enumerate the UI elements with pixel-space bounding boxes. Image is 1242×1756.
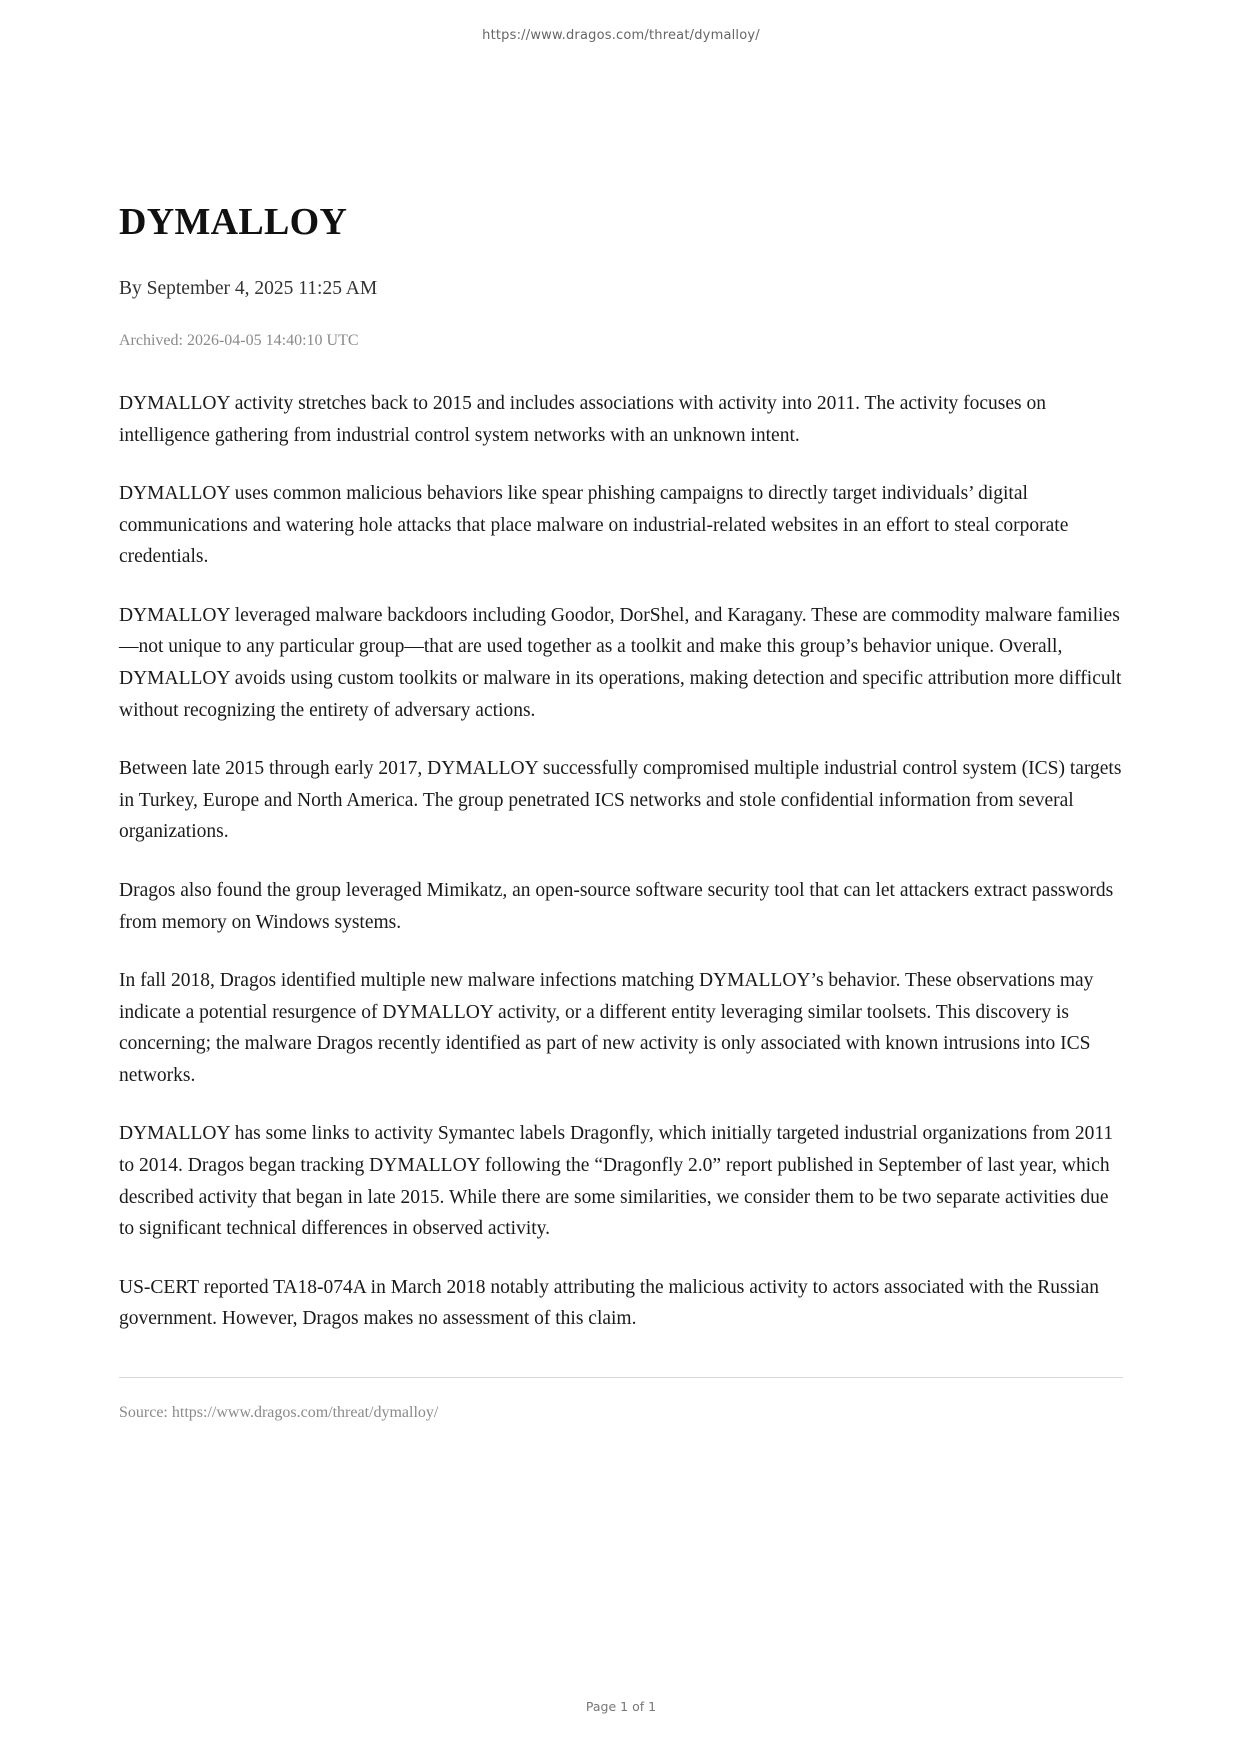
byline: By September 4, 2025 11:25 AM [119, 278, 378, 299]
document-content [119, 200, 1123, 1422]
page-number: Page 1 of 1 [585, 1699, 657, 1714]
body-paragraph: DYMALLOY uses common malicious behaviors like spear phishing campaigns to directly target individuals’ digital communications and watering hole attacks that place malware on industrial-related websites in an effort to steal corporate credentials. [119, 483, 1069, 568]
body-paragraph: DYMALLOY has some links to activity Symantec labels Dragonfly, which initially targeted industrial organizations from 2011 to 2014. Dragos began tracking DYMALLOY following the “Dragonfly 2.0” report published in September of last year, which described activity that began in late 2015. While there are some similarities, we consider them to be two separate activities due to significant technical differences in observed activity. [119, 1123, 1114, 1240]
body-paragraph: DYMALLOY activity stretches back to 2015 and includes associations with activity into 2011. The activity focuses on intelligence gathering from industrial control system networks with an unknown intent. [119, 393, 1046, 446]
body-paragraph: DYMALLOY leveraged malware backdoors including Goodor, DorShel, and Karagany. These are commodity malware families—not unique to any particular group—that are used together as a toolkit and make this group’s behavior unique. Overall, DYMALLOY avoids using custom toolkits or malware in its operations, making detection and specific attribution more difficult without recognizing the entirety of adversary actions. [119, 604, 1122, 721]
body-paragraph: Between late 2015 through early 2017, DYMALLOY successfully compromised multiple industrial control system (ICS) targets in Turkey, Europe and North America. The group penetrated ICS networks and stole confidential information from several organizations. [119, 758, 1122, 843]
body-paragraph: Dragos also found the group leveraged Mimikatz, an open-source software security tool that can let attackers extract passwords from memory on Windows systems. [119, 879, 1114, 933]
footer-divider [119, 1377, 1123, 1378]
body-paragraph: In fall 2018, Dragos identified multiple new malware infections matching DYMALLOY’s behavior. These observations may indicate a potential resurgence of DYMALLOY activity, or a different entity leveraging similar toolsets. This discovery is concerning; the malware Dragos recently identified as part of new activity is only associated with known intrusions into ICS networks. [119, 970, 1094, 1086]
archived-timestamp: Archived: 2026-04-05 14:40:10 UTC [119, 332, 359, 349]
header-url: https://www.dragos.com/threat/dymalloy/ [482, 28, 760, 43]
body-paragraph: US-CERT reported TA18-074A in March 2018 notably attributing the malicious activity to actors associated with the Russian government. However, Dragos makes no assessment of this claim. [119, 1276, 1100, 1330]
source-line: Source: https://www.dragos.com/threat/dymalloy/ [119, 1403, 439, 1421]
page-title: DYMALLOY [119, 201, 348, 243]
